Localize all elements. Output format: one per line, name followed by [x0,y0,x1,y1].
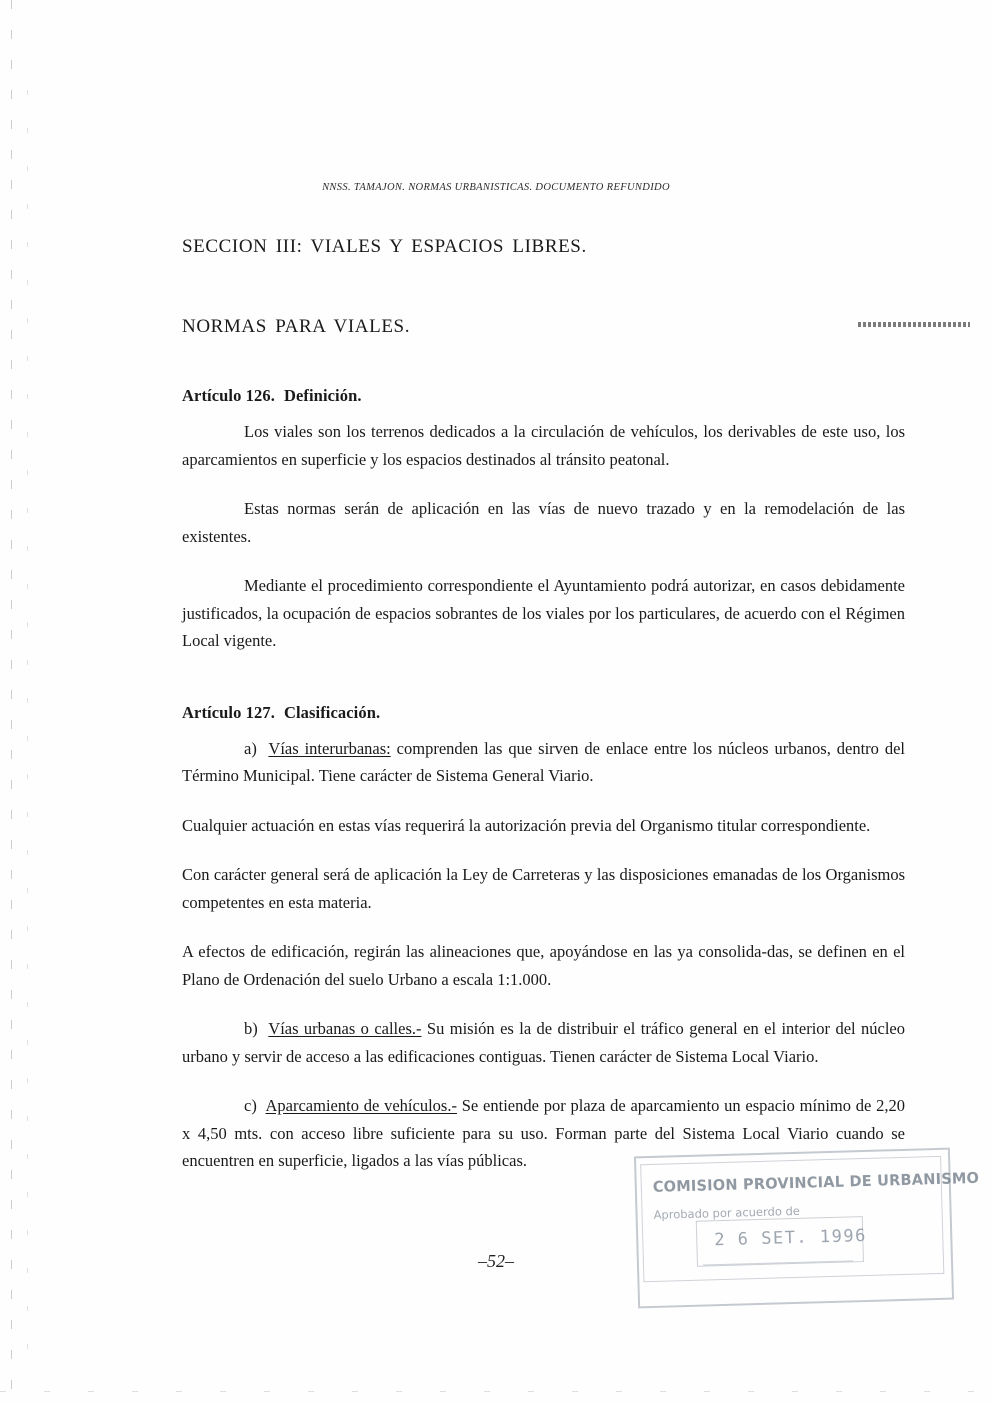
item-c-marker: c) [244,1096,257,1115]
running-header: NNSS. TAMAJON. NORMAS URBANISTICAS. DOCUMENTO REFUNDIDO [322,182,670,193]
article-127-item-a-paragraph-4: A efectos de edificación, regirán las alineaciones que, apoyándose en las ya consolida-das, se definen en el Plano de Ordenación del suelo Urbano a escala 1:1.000. [182,942,905,989]
page-number: –52– [478,1251,514,1271]
subsection-heading: NORMAS PARA VIALES. [182,316,411,337]
section-heading: SECCION III: VIALES Y ESPACIOS LIBRES. [182,236,587,257]
document-body [182,236,905,1175]
stamp-subtitle: Aprobado por acuerdo de [653,1203,801,1222]
item-a-marker: a) [244,738,257,758]
article-126-paragraph-2: Estas normas serán de aplicación en las vías de nuevo trazado y en la remodelación de las existentes. [182,499,905,546]
article-127-item-a [182,735,905,790]
item-c-term: Aparcamiento de vehículos.- [265,1096,457,1115]
article-127-item-a-paragraph-2: Cualquier actuación en estas vías requerirá la autorización previa del Organismo titular correspondiente. [182,815,871,835]
scan-artifact-bottom-edge [0,1391,992,1392]
approval-stamp [634,1148,980,1309]
article-127-item-b [182,1015,905,1070]
article-127-heading [182,703,905,723]
stamp-date: 2 6 SET. 1996 [714,1225,868,1251]
stamp-title: COMISION PROVINCIAL DE URBANISMO [652,1168,980,1196]
article-126-number: Artículo 126. [182,386,275,405]
article-127-number: Artículo 127. [182,702,275,722]
item-a-text: comprenden las que sirven de enlace entre los núcleos urbanos, dentro del Término Municipal. Tiene carácter de Sistema General Viario. [182,738,905,785]
scan-artifact-left-edge [11,0,12,1403]
item-a-term: Vías interurbanas: [268,738,391,758]
article-126-paragraph-1: Los viales son los terrenos dedicados a la circulación de vehículos, los derivables de este uso, los aparcamientos en superficie y los espacios destinados al tránsito peatonal. [182,422,905,469]
item-b-text: Su misión es la de distribuir el tráfico general en el interior del núcleo urbano y servir de acceso a las edificaciones contiguas. Tienen carácter de Sistema Local Viario. [182,1019,905,1066]
article-127-title: Clasificación. [283,702,381,722]
article-126-heading [182,386,905,406]
item-b-term: Vías urbanas o calles.- [268,1019,422,1038]
article-127-item-a-paragraph-3: Con carácter general será de aplicación la Ley de Carreteras y las disposiciones emanadas de los Organismos competentes en esta materia. [182,865,905,912]
article-126-paragraph-3: Mediante el procedimiento correspondiente el Ayuntamiento podrá autorizar, en casos debidamente justificados, la ocupación de espacios sobrantes de los viales por los particulares, de acuerdo con el Régimen Local vigente. [182,576,905,650]
scan-artifact-left-inner [27,90,28,1370]
item-b-marker: b) [244,1019,258,1038]
article-126-title: Definición. [283,386,362,405]
item-c-text: Se entiende por plaza de aparcamiento un espacio mínimo de 2,20 x 4,50 mts. con acceso libre suficiente para su uso. Forman parte del Sistema Local Viario cuando se encuentren en superficie, ligados a las vías públicas. [182,1096,906,1170]
